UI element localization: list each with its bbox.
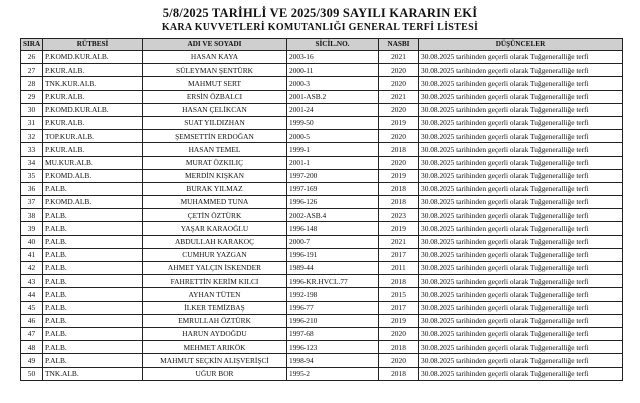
cell-sicil: 2000-5 xyxy=(287,130,379,143)
cell-dusunce: 30.08.2025 tarihinden geçerli olarak Tuğgeneralliğe terfi xyxy=(419,77,623,90)
cell-sira: 44 xyxy=(21,288,43,301)
cell-rutbe: P.ALB. xyxy=(43,314,143,327)
cell-ad: ERSİN ÖZBALCI xyxy=(143,90,287,103)
cell-sicil: 1996-KR.HVCL.77 xyxy=(287,275,379,288)
cell-rutbe: P.ALB. xyxy=(43,222,143,235)
cell-rutbe: P.ALB. xyxy=(43,288,143,301)
table-header-row xyxy=(21,39,623,51)
cell-rutbe: P.ALB. xyxy=(43,327,143,340)
table-row xyxy=(21,301,623,314)
cell-sira: 28 xyxy=(21,77,43,90)
cell-sira: 40 xyxy=(21,235,43,248)
cell-nasbi: 2017 xyxy=(379,248,419,261)
cell-sira: 36 xyxy=(21,182,43,195)
cell-dusunce: 30.08.2025 tarihinden geçerli olarak Tuğgeneralliğe terfi xyxy=(419,354,623,367)
cell-dusunce: 30.08.2025 tarihinden geçerli olarak Tuğgeneralliğe terfi xyxy=(419,288,623,301)
table-row xyxy=(21,196,623,209)
cell-dusunce: 30.08.2025 tarihinden geçerli olarak Tuğgeneralliğe terfi xyxy=(419,209,623,222)
cell-sicil: 1996-210 xyxy=(287,314,379,327)
cell-ad: MERDİN KIŞKAN xyxy=(143,169,287,182)
cell-nasbi: 2018 xyxy=(379,367,419,380)
cell-nasbi: 2020 xyxy=(379,327,419,340)
cell-dusunce: 30.08.2025 tarihinden geçerli olarak Tuğgeneralliğe terfi xyxy=(419,341,623,354)
cell-nasbi: 2017 xyxy=(379,301,419,314)
cell-dusunce: 30.08.2025 tarihinden geçerli olarak Tuğgeneralliğe terfi xyxy=(419,64,623,77)
table-row xyxy=(21,288,623,301)
cell-nasbi: 2019 xyxy=(379,169,419,182)
cell-ad: UĞUR BOR xyxy=(143,367,287,380)
cell-rutbe: MU.KUR.ALB. xyxy=(43,156,143,169)
table-row xyxy=(21,262,623,275)
cell-sicil: 1996-77 xyxy=(287,301,379,314)
cell-nasbi: 2023 xyxy=(379,209,419,222)
cell-nasbi: 2015 xyxy=(379,288,419,301)
cell-sicil: 1996-148 xyxy=(287,222,379,235)
cell-rutbe: P.KOMD.KUR.ALB. xyxy=(43,103,143,116)
column-header-sicil: SİCİL.NO. xyxy=(287,39,379,51)
cell-sicil: 2002-ASB.4 xyxy=(287,209,379,222)
cell-nasbi: 2011 xyxy=(379,262,419,275)
cell-sira: 26 xyxy=(21,51,43,64)
cell-rutbe: P.ALB. xyxy=(43,262,143,275)
table-row xyxy=(21,314,623,327)
cell-sira: 32 xyxy=(21,130,43,143)
cell-dusunce: 30.08.2025 tarihinden geçerli olarak Tuğgeneralliğe terfi xyxy=(419,301,623,314)
table-row xyxy=(21,143,623,156)
cell-nasbi: 2020 xyxy=(379,354,419,367)
cell-sira: 41 xyxy=(21,248,43,261)
cell-rutbe: P.ALB. xyxy=(43,301,143,314)
cell-sicil: 2000-7 xyxy=(287,235,379,248)
cell-nasbi: 2021 xyxy=(379,90,419,103)
cell-ad: FAHRETTİN KERİM KILCI xyxy=(143,275,287,288)
cell-rutbe: P.KUR.ALB. xyxy=(43,90,143,103)
cell-nasbi: 2020 xyxy=(379,64,419,77)
cell-sira: 33 xyxy=(21,143,43,156)
cell-sicil: 1998-94 xyxy=(287,354,379,367)
cell-rutbe: P.ALB. xyxy=(43,182,143,195)
cell-dusunce: 30.08.2025 tarihinden geçerli olarak Tuğgeneralliğe terfi xyxy=(419,130,623,143)
cell-sicil: 1989-44 xyxy=(287,262,379,275)
cell-dusunce: 30.08.2025 tarihinden geçerli olarak Tuğgeneralliğe terfi xyxy=(419,116,623,129)
cell-sira: 45 xyxy=(21,301,43,314)
table-row xyxy=(21,156,623,169)
cell-sicil: 2003-16 xyxy=(287,51,379,64)
document-subtitle: KARA KUVVETLERİ KOMUTANLIĞI GENERAL TERFİ LİSTESİ xyxy=(161,22,479,33)
cell-dusunce: 30.08.2025 tarihinden geçerli olarak Tuğgeneralliğe terfi xyxy=(419,156,623,169)
cell-dusunce: 30.08.2025 tarihinden geçerli olarak Tuğgeneralliğe terfi xyxy=(419,367,623,380)
table-row xyxy=(21,130,623,143)
cell-sicil: 2001-ASB.2 xyxy=(287,90,379,103)
cell-ad: ÇETİN ÖZTÜRK xyxy=(143,209,287,222)
cell-nasbi: 2018 xyxy=(379,143,419,156)
cell-ad: HASAN TEMEL xyxy=(143,143,287,156)
cell-rutbe: P.ALB. xyxy=(43,209,143,222)
table-row xyxy=(21,103,623,116)
cell-sira: 39 xyxy=(21,222,43,235)
cell-ad: CUMHUR YAZGAN xyxy=(143,248,287,261)
cell-sicil: 1996-191 xyxy=(287,248,379,261)
cell-sira: 42 xyxy=(21,262,43,275)
cell-ad: SÜLEYMAN ŞENTÜRK xyxy=(143,64,287,77)
column-header-sira: SIRA xyxy=(21,39,43,51)
cell-rutbe: P.ALB. xyxy=(43,248,143,261)
cell-ad: HASAN ÇELİKCAN xyxy=(143,103,287,116)
table-row xyxy=(21,275,623,288)
cell-nasbi: 2021 xyxy=(379,235,419,248)
table-row xyxy=(21,90,623,103)
cell-nasbi: 2020 xyxy=(379,130,419,143)
cell-nasbi: 2020 xyxy=(379,156,419,169)
cell-rutbe: P.KOMD.KUR.ALB. xyxy=(43,51,143,64)
cell-sicil: 2000-3 xyxy=(287,77,379,90)
cell-ad: MAHMUT SEÇKİN ALIŞVERİŞCİ xyxy=(143,354,287,367)
cell-sira: 43 xyxy=(21,275,43,288)
table-row xyxy=(21,248,623,261)
cell-nasbi: 2020 xyxy=(379,77,419,90)
cell-sicil: 1996-126 xyxy=(287,196,379,209)
table-row xyxy=(21,209,623,222)
cell-rutbe: P.KOMD.ALB. xyxy=(43,169,143,182)
cell-dusunce: 30.08.2025 tarihinden geçerli olarak Tuğgeneralliğe terfi xyxy=(419,90,623,103)
cell-sicil: 1997-68 xyxy=(287,327,379,340)
cell-sicil: 2001-24 xyxy=(287,103,379,116)
cell-dusunce: 30.08.2025 tarihinden geçerli olarak Tuğgeneralliğe terfi xyxy=(419,182,623,195)
cell-rutbe: P.KUR.ALB. xyxy=(43,64,143,77)
cell-dusunce: 30.08.2025 tarihinden geçerli olarak Tuğgeneralliğe terfi xyxy=(419,275,623,288)
cell-sira: 31 xyxy=(21,116,43,129)
cell-sira: 30 xyxy=(21,103,43,116)
cell-ad: SUAT YILDIZHAN xyxy=(143,116,287,129)
cell-sira: 29 xyxy=(21,90,43,103)
cell-dusunce: 30.08.2025 tarihinden geçerli olarak Tuğgeneralliğe terfi xyxy=(419,235,623,248)
cell-sicil: 2000-11 xyxy=(287,64,379,77)
table-row xyxy=(21,77,623,90)
column-header-ad: ADI VE SOYADI xyxy=(143,39,287,51)
cell-dusunce: 30.08.2025 tarihinden geçerli olarak Tuğgeneralliğe terfi xyxy=(419,169,623,182)
table-row xyxy=(21,222,623,235)
cell-sicil: 1997-200 xyxy=(287,169,379,182)
table-row xyxy=(21,169,623,182)
table-row xyxy=(21,367,623,380)
cell-sicil: 1992-198 xyxy=(287,288,379,301)
cell-nasbi: 2019 xyxy=(379,222,419,235)
cell-rutbe: P.KUR.ALB. xyxy=(43,116,143,129)
cell-sira: 34 xyxy=(21,156,43,169)
column-header-rutbe: RÜTBESİ xyxy=(43,39,143,51)
cell-sira: 37 xyxy=(21,196,43,209)
cell-ad: EMRULLAH ÖZTÜRK xyxy=(143,314,287,327)
cell-sicil: 2001-1 xyxy=(287,156,379,169)
cell-ad: ŞEMSETTİN ERDOĞAN xyxy=(143,130,287,143)
cell-ad: AYHAN TÜTEN xyxy=(143,288,287,301)
cell-rutbe: P.KUR.ALB. xyxy=(43,143,143,156)
cell-ad: MEHMET ARIKÖK xyxy=(143,341,287,354)
cell-sira: 38 xyxy=(21,209,43,222)
cell-dusunce: 30.08.2025 tarihinden geçerli olarak Tuğgeneralliğe terfi xyxy=(419,196,623,209)
cell-ad: MURAT ÖZKILIÇ xyxy=(143,156,287,169)
cell-sicil: 1999-1 xyxy=(287,143,379,156)
cell-sira: 47 xyxy=(21,327,43,340)
cell-sira: 49 xyxy=(21,354,43,367)
cell-nasbi: 2018 xyxy=(379,341,419,354)
cell-dusunce: 30.08.2025 tarihinden geçerli olarak Tuğgeneralliğe terfi xyxy=(419,51,623,64)
table-row xyxy=(21,51,623,64)
cell-rutbe: TNK.KUR.ALB. xyxy=(43,77,143,90)
cell-ad: MAHMUT SERT xyxy=(143,77,287,90)
cell-ad: MUHAMMED TUNA xyxy=(143,196,287,209)
cell-sicil: 1996-123 xyxy=(287,341,379,354)
cell-rutbe: P.ALB. xyxy=(43,341,143,354)
table-row xyxy=(21,341,623,354)
cell-rutbe: P.ALB. xyxy=(43,354,143,367)
table-row xyxy=(21,64,623,77)
cell-rutbe: TOP.KUR.ALB. xyxy=(43,130,143,143)
cell-nasbi: 2019 xyxy=(379,116,419,129)
cell-ad: ABDULLAH KARAKOÇ xyxy=(143,235,287,248)
cell-ad: BURAK YILMAZ xyxy=(143,182,287,195)
cell-sira: 50 xyxy=(21,367,43,380)
cell-sira: 35 xyxy=(21,169,43,182)
cell-dusunce: 30.08.2025 tarihinden geçerli olarak Tuğgeneralliğe terfi xyxy=(419,103,623,116)
cell-sira: 48 xyxy=(21,341,43,354)
cell-nasbi: 2019 xyxy=(379,314,419,327)
table-row xyxy=(21,182,623,195)
cell-rutbe: P.ALB. xyxy=(43,235,143,248)
cell-sicil: 1995-2 xyxy=(287,367,379,380)
table-row xyxy=(21,116,623,129)
cell-nasbi: 2018 xyxy=(379,196,419,209)
cell-rutbe: P.KOMD.ALB. xyxy=(43,196,143,209)
cell-dusunce: 30.08.2025 tarihinden geçerli olarak Tuğgeneralliğe terfi xyxy=(419,262,623,275)
cell-rutbe: TNK.ALB. xyxy=(43,367,143,380)
cell-sicil: 1999-50 xyxy=(287,116,379,129)
document-title: 5/8/2025 TARİHLİ VE 2025/309 SAYILI KARARIN EKİ xyxy=(162,6,478,20)
cell-ad: AHMET YALÇIN İSKENDER xyxy=(143,262,287,275)
column-header-dusunceler: DÜŞÜNCELER xyxy=(419,39,623,51)
cell-nasbi: 2021 xyxy=(379,51,419,64)
cell-nasbi: 2018 xyxy=(379,182,419,195)
cell-dusunce: 30.08.2025 tarihinden geçerli olarak Tuğgeneralliğe terfi xyxy=(419,327,623,340)
table-row xyxy=(21,354,623,367)
cell-ad: İLKER TEMİZBAŞ xyxy=(143,301,287,314)
cell-sira: 27 xyxy=(21,64,43,77)
cell-dusunce: 30.08.2025 tarihinden geçerli olarak Tuğgeneralliğe terfi xyxy=(419,314,623,327)
cell-ad: YAŞAR KARAOĞLU xyxy=(143,222,287,235)
promotion-table xyxy=(20,38,623,381)
column-header-nasbi: NASBI xyxy=(379,39,419,51)
table-row xyxy=(21,327,623,340)
cell-dusunce: 30.08.2025 tarihinden geçerli olarak Tuğgeneralliğe terfi xyxy=(419,222,623,235)
cell-ad: HARUN AYDOĞDU xyxy=(143,327,287,340)
cell-rutbe: P.ALB. xyxy=(43,275,143,288)
cell-dusunce: 30.08.2025 tarihinden geçerli olarak Tuğgeneralliğe terfi xyxy=(419,248,623,261)
cell-sicil: 1997-169 xyxy=(287,182,379,195)
cell-nasbi: 2020 xyxy=(379,103,419,116)
cell-dusunce: 30.08.2025 tarihinden geçerli olarak Tuğgeneralliğe terfi xyxy=(419,143,623,156)
table-row xyxy=(21,235,623,248)
cell-sira: 46 xyxy=(21,314,43,327)
cell-nasbi: 2018 xyxy=(379,275,419,288)
cell-ad: HASAN KAYA xyxy=(143,51,287,64)
